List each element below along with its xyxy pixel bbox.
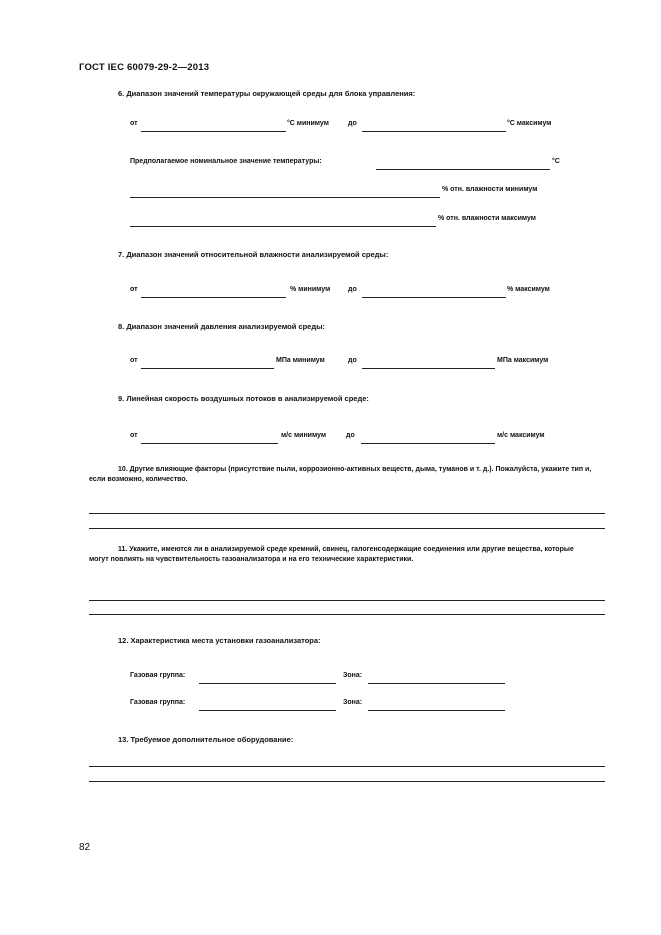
q12-zone-field-2[interactable] — [368, 710, 505, 711]
q11-answer-line-2[interactable] — [89, 614, 605, 615]
q6-temp-max-field[interactable] — [362, 131, 506, 132]
q6-humidity-min-field[interactable] — [130, 197, 440, 198]
q7-unit-min: % минимум — [290, 286, 331, 293]
q12-zone-field-1[interactable] — [368, 683, 505, 684]
q12-gas-group-label-2: Газовая группа: — [130, 699, 186, 706]
q9-airspeed-max-field[interactable] — [361, 443, 495, 444]
q11-answer-line-1[interactable] — [89, 600, 605, 601]
q10-answer-line-1[interactable] — [89, 513, 605, 514]
q6-to-label: до — [348, 120, 357, 127]
q9-from-label: от — [130, 432, 138, 439]
q6-unit-max: °С максимум — [507, 120, 552, 127]
q10-answer-line-2[interactable] — [89, 528, 605, 529]
q13-answer-line-2[interactable] — [89, 781, 605, 782]
q7-from-label: от — [130, 286, 138, 293]
q12-zone-label-1: Зона: — [343, 672, 363, 679]
q8-unit-max: МПа максимум — [497, 357, 549, 364]
q8-pressure-min-field[interactable] — [141, 368, 274, 369]
q9-airspeed-min-field[interactable] — [141, 443, 278, 444]
q6-humidity-max-field[interactable] — [130, 226, 436, 227]
q6-from-label: от — [130, 120, 138, 127]
q7-unit-max: % максимум — [507, 286, 550, 293]
q6-nominal-field[interactable] — [376, 169, 550, 170]
q8-to-label: до — [348, 357, 357, 364]
q8-pressure-max-field[interactable] — [362, 368, 495, 369]
q10-text: 10. Другие влияющие факторы (присутствие пыли, коррозионно-активных веществ, дыма, туманов и т. д.). Пожалуйста, укажите тип и, если возможно, количество. — [89, 466, 592, 483]
q12-zone-label-2: Зона: — [343, 699, 363, 706]
q8-from-label: от — [130, 357, 138, 364]
q8-title: 8. Диапазон значений давления анализируемой среды: — [118, 322, 326, 331]
q9-to-label: до — [346, 432, 355, 439]
q12-gas-group-field-1[interactable] — [199, 683, 336, 684]
q6-title: 6. Диапазон значений температуры окружающей среды для блока управления: — [118, 89, 416, 98]
q6-nominal-unit: °С — [552, 158, 560, 165]
q6-unit-min: °С минимум — [287, 120, 329, 127]
q9-title: 9. Линейная скорость воздушных потоков в анализируемой среде: — [118, 394, 369, 403]
q9-unit-min: м/с минимум — [281, 432, 327, 439]
q7-humidity-max-field[interactable] — [362, 297, 506, 298]
q12-gas-group-label-1: Газовая группа: — [130, 672, 186, 679]
q12-gas-group-field-2[interactable] — [199, 710, 336, 711]
q13-title: 13. Требуемое дополнительное оборудование: — [118, 735, 294, 744]
q7-humidity-min-field[interactable] — [141, 297, 286, 298]
q6-temp-min-field[interactable] — [141, 131, 286, 132]
q11-text: 11. Укажите, имеются ли в анализируемой среде кремний, свинец, галогенсодержащие соединения или другие вещества, которые могут повлиять на чувствительность газоанализатора и на его технические характеристики. — [89, 546, 574, 563]
q9-unit-max: м/с максимум — [497, 432, 545, 439]
q8-unit-min: МПа минимум — [276, 357, 325, 364]
q6-nominal-label: Предполагаемое номинальное значение температуры: — [130, 158, 322, 165]
q6-humidity-max-label: % отн. влажности максимум — [438, 215, 536, 222]
q13-answer-line-1[interactable] — [89, 766, 605, 767]
document-code: ГОСТ IEC 60079-29-2—2013 — [79, 62, 210, 73]
q6-humidity-min-label: % отн. влажности минимум — [442, 186, 538, 193]
q7-title: 7. Диапазон значений относительной влажности анализируемой среды: — [118, 250, 389, 259]
q12-title: 12. Характеристика места установки газоанализатора: — [118, 636, 321, 645]
q7-to-label: до — [348, 286, 357, 293]
page-number: 82 — [79, 842, 91, 853]
